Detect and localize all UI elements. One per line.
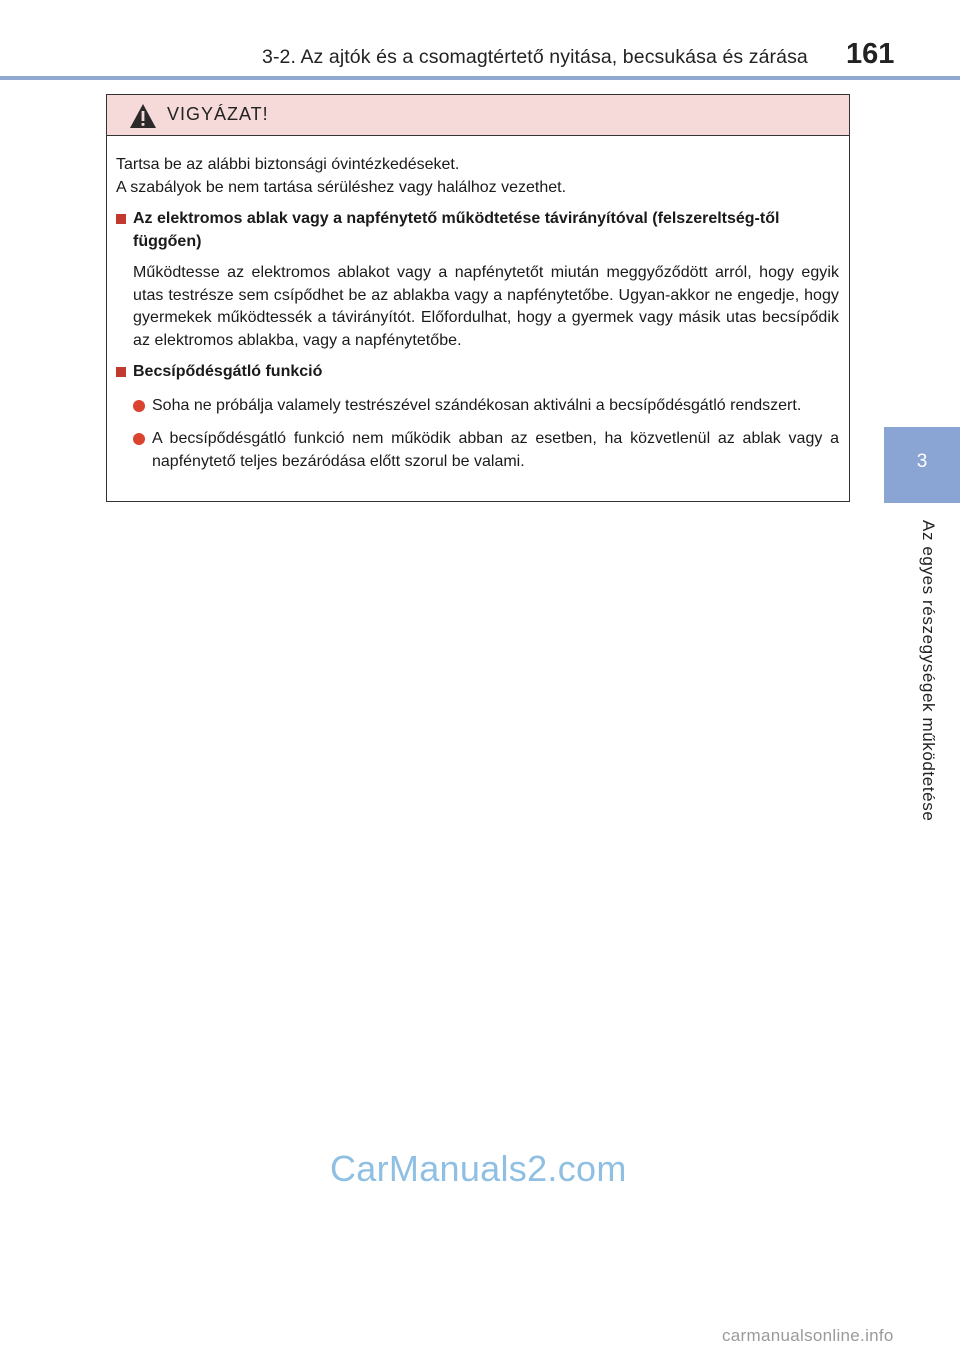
list-item xyxy=(133,428,839,473)
warning-body xyxy=(107,136,849,473)
list-item xyxy=(133,395,839,418)
round-bullet-icon xyxy=(133,400,145,412)
warning-title: VIGYÁZAT! xyxy=(167,104,269,124)
chapter-title: Az egyes részegységek működtetése xyxy=(919,520,938,822)
section-heading-remote xyxy=(116,208,839,253)
header-divider xyxy=(0,76,960,80)
round-bullet-icon xyxy=(133,433,145,445)
page-header-title: 3-2. Az ajtók és a csomagtértető nyitása, becsukása és zárása xyxy=(262,46,808,68)
section-heading-jam-protection xyxy=(116,361,839,384)
footer-watermark: carmanualsonline.info xyxy=(722,1326,894,1345)
page-number: 161 xyxy=(846,38,895,70)
section-text-remote: Működtesse az elektromos ablakot vagy a napfénytetőt miután meggyőződött arról, hogy egyik utas testrésze sem csípődhet be az ablakba vagy a napfénytetőbe. Ugyan-akkor ne engedje, hogy gyermekek működtessék a távirányítót. Előfordulhat, hogy a gyermek vagy másik utas becsípődik az elektromos ablakba, vagy a napfénytetőbe. xyxy=(133,264,839,349)
section-heading-text: Becsípődésgátló funkció xyxy=(133,363,323,380)
warning-intro-line: Tartsa be az alábbi biztonsági óvintézkedéseket. xyxy=(116,156,460,173)
warning-triangle-icon xyxy=(129,103,157,129)
square-bullet-icon xyxy=(116,214,126,224)
list-item-text: Soha ne próbálja valamely testrészével szándékosan aktiválni a becsípődésgátló rendszert. xyxy=(152,396,802,414)
chapter-number: 3 xyxy=(916,451,928,472)
chapter-tab xyxy=(884,427,960,503)
section-heading-text: Az elektromos ablak vagy a napfénytető működtetése távirányítóval (felszereltség-től függően) xyxy=(133,210,780,250)
warning-header xyxy=(107,95,849,136)
watermark: CarManuals2.com xyxy=(330,1148,627,1189)
warning-box xyxy=(106,94,850,502)
warning-intro-line: A szabályok be nem tartása sérüléshez vagy halálhoz vezethet. xyxy=(116,178,567,196)
list-item-text: A becsípődésgátló funkció nem működik abban az esetben, ha közvetlenül az ablak vagy a napfénytető teljes bezáródása előtt szorul be valami. xyxy=(152,430,839,470)
square-bullet-icon xyxy=(116,367,126,377)
